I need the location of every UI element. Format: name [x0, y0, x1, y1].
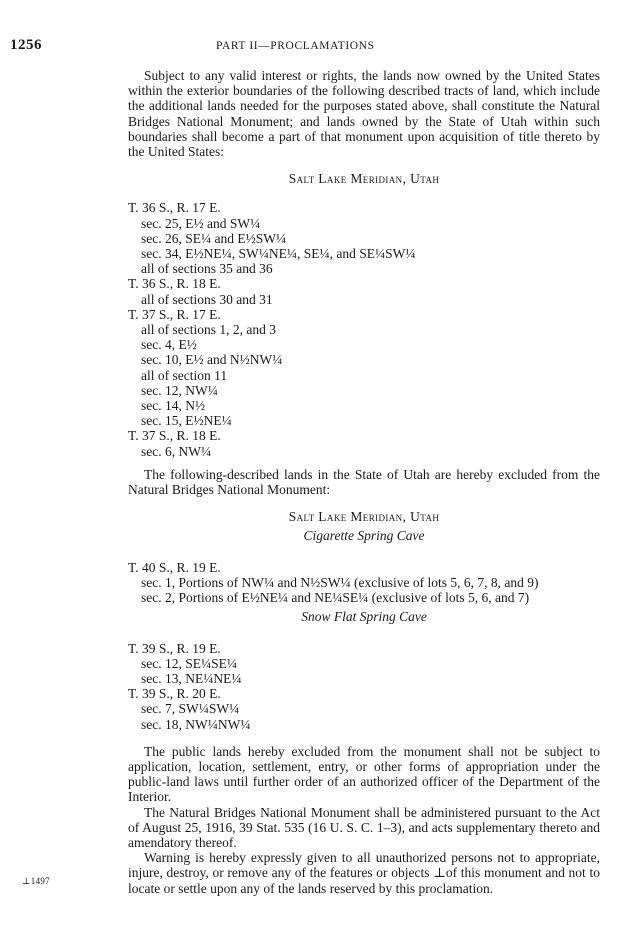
section-line: all of sections 35 and 36 [141, 261, 273, 277]
cave-1-lands-list [128, 560, 600, 606]
section-line: sec. 25, E½ and SW¼ [141, 215, 261, 231]
cave-2-lands-list [128, 641, 600, 732]
township-line: T. 39 S., R. 20 E. [128, 686, 221, 702]
page-number: 1256 [10, 37, 42, 53]
proclamation-body [128, 68, 600, 896]
township-line: T. 37 S., R. 18 E. [128, 428, 221, 444]
section-line: sec. 15, E½NE¼ [141, 413, 232, 429]
section-line: sec. 10, E½ and N½NW¼ [141, 352, 283, 368]
section-line: sec. 7, SW¼SW¼ [141, 701, 240, 717]
section-line: sec. 13, NE¼NE¼ [141, 670, 242, 686]
township-line: T. 36 S., R. 17 E. [128, 200, 221, 216]
warning-paragraph: Warning is hereby expressly given to all unauthorized persons not to appropriate, injure, destroy, or remove any of the features or objects ⊥of this monument and not to locate or settle upon any of the lands reserved by this proclamation. [128, 850, 600, 896]
section-line: sec. 12, SE¼SE¼ [141, 655, 237, 671]
section-line: sec. 18, NW¼NW¼ [141, 716, 251, 732]
meridian-heading: Salt Lake Meridian, Utah [288, 509, 440, 525]
excluded-intro-paragraph: The following-described lands in the State of Utah are hereby excluded from the Natural Bridges National Monument: [128, 466, 600, 498]
township-line: T. 40 S., R. 19 E. [128, 559, 221, 575]
administration-paragraph: The Natural Bridges National Monument shall be administered pursuant to the Act of August 25, 1916, 39 Stat. 535 (16 U. S. C. 1–3), and acts supplementary thereto and amendatory thereof. [128, 804, 600, 850]
section-line: sec. 2, Portions of E½NE¼ and NE¼SE¼ (exclusive of lots 5, 6, and 7) [141, 590, 530, 606]
margin-page-marker: ⊥1497 [22, 876, 50, 886]
cave-title: Cigarette Spring Cave [303, 528, 425, 544]
meridian-heading: Salt Lake Meridian, Utah [288, 171, 440, 187]
section-line: sec. 26, SE¼ and E½SW¼ [141, 230, 287, 246]
cave-title: Snow Flat Spring Cave [301, 609, 427, 625]
section-line: sec. 14, N½ [141, 398, 206, 414]
township-line: T. 39 S., R. 19 E. [128, 640, 221, 656]
section-line: sec. 1, Portions of NW¼ and N½SW¼ (exclusive of lots 5, 6, 7, 8, and 9) [141, 574, 539, 590]
running-head: PART II—PROCLAMATIONS [216, 40, 375, 52]
public-lands-paragraph: The public lands hereby excluded from the monument shall not be subject to application, location, settlement, entry, or other forms of appropriation under the public-land laws until further order of an authorized officer of the Department of the Interior. [128, 743, 600, 805]
included-lands-list [128, 200, 600, 458]
section-line: all of sections 1, 2, and 3 [141, 322, 276, 338]
township-line: T. 37 S., R. 17 E. [128, 306, 221, 322]
section-line: all of sections 30 and 31 [141, 291, 273, 307]
section-line: sec. 12, NW¼ [141, 382, 218, 398]
section-line: all of section 11 [141, 367, 228, 383]
section-line: sec. 34, E½NE¼, SW¼NE¼, SE¼, and SE¼SW¼ [141, 246, 416, 262]
section-line: sec. 4, E½ [141, 337, 197, 353]
township-line: T. 36 S., R. 18 E. [128, 276, 221, 292]
intro-paragraph: Subject to any valid interest or rights, the lands now owned by the United States within the exterior boundaries of the following described tracts of land, which include the additional lands needed for the purposes stated above, shall constitute the Natural Bridges National Monument; and lands owned by the State of Utah within such boundaries shall become a part of that monument upon acquisition of title thereto by the United States: [128, 68, 600, 160]
section-line: sec. 6, NW¼ [141, 443, 212, 459]
